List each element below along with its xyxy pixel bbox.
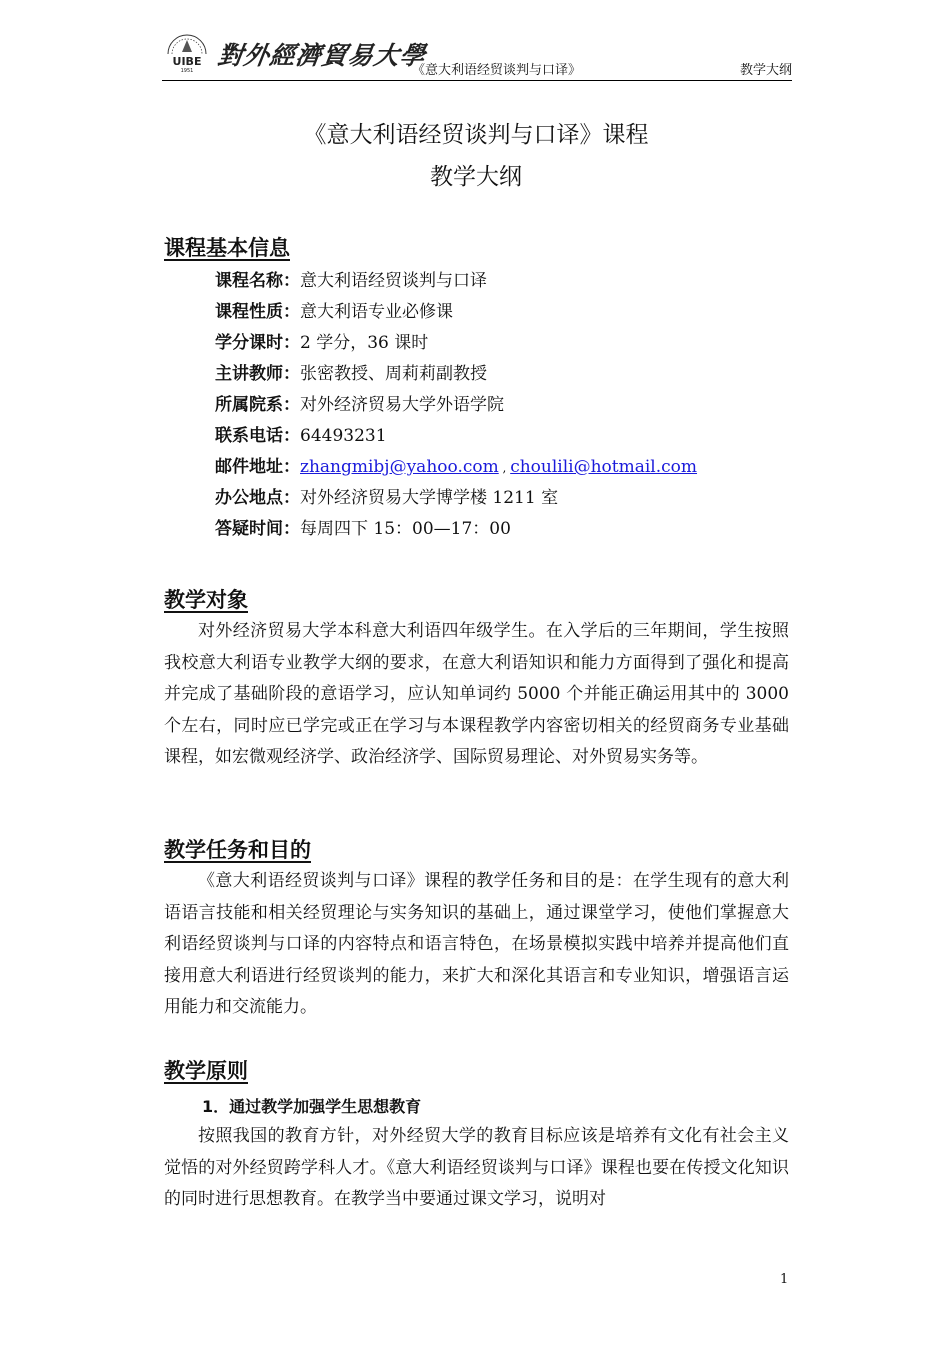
doc-title-line1: 《意大利语经贸谈判与口译》课程	[303, 122, 649, 148]
info-row-office: 办公地点：对外经济贸易大学博学楼 1211 室	[215, 488, 559, 508]
header-doc-type: 教学大纲	[739, 63, 792, 78]
email-link-zhangmi[interactable]: zhangmibj@yahoo.com	[300, 457, 499, 477]
info-label: 课程名称	[215, 271, 283, 291]
info-row-course-type: 课程性质：意大利语专业必修课	[215, 302, 453, 322]
svg-text:UIBE: UIBE	[172, 55, 202, 68]
info-label: 办公地点	[215, 488, 283, 508]
principle-subheading-1: 1．通过教学加强学生思想教育	[202, 1097, 422, 1116]
section-heading-principles: 教学原则	[164, 1059, 248, 1083]
university-name-calligraphy: 對外經濟貿易大學	[215, 41, 428, 70]
target-paragraph: 对外经济贸易大学本科意大利语四年级学生。在入学后的三年期间，学生按照我校意大利语专业教学大纲的要求，在意大利语知识和能力方面得到了强化和提高并完成了基础阶段的意语学习，应认知单词约 5000 个并能正确运用其中的 3000 个左右，同时应已学完或正在学习与本课程教学内容密切相关的经贸商务专业基础课程，如宏微观经济学、政治经济学、国际贸易理论、对外贸易实务等。	[164, 621, 789, 767]
info-row-credits: 学分课时：2 学分，36 课时	[215, 333, 429, 353]
doc-title-line2: 教学大纲	[430, 164, 522, 190]
page-number: 1	[780, 1272, 789, 1287]
info-value: 张密教授、周莉莉副教授	[300, 364, 487, 384]
goals-paragraph: 《意大利语经贸谈判与口译》课程的教学任务和目的是：在学生现有的意大利语语言技能和相关经贸理论与实务知识的基础上，通过课堂学习，使他们掌握意大利语经贸谈判与口译的内容特点和语言特色，在场景模拟实践中培养并提高他们直接用意大利语进行经贸谈判的能力，来扩大和深化其语言和专业知识，增强语言运用能力和交流能力。	[164, 871, 789, 1017]
info-label: 邮件地址	[215, 457, 283, 477]
info-label: 联系电话	[215, 426, 283, 446]
email-separator: ,	[498, 461, 511, 475]
info-row-office-hours: 答疑时间：每周四下 15：00—17：00	[215, 519, 511, 539]
info-row-phone: 联系电话：64493231	[215, 426, 387, 446]
info-value: 2 学分，36 课时	[300, 333, 429, 353]
info-label: 主讲教师	[215, 364, 283, 384]
info-value: 64493231	[300, 426, 387, 446]
info-value: 意大利语经贸谈判与口译	[300, 271, 487, 291]
info-row-email: 邮件地址：zhangmibj@yahoo.com , choulili@hotmail.com	[215, 457, 698, 477]
info-label: 学分课时	[215, 333, 283, 353]
email-link-choulili[interactable]: choulili@hotmail.com	[510, 457, 698, 477]
info-label: 答疑时间	[215, 519, 283, 539]
page-header	[162, 30, 792, 81]
info-row-department: 所属院系：对外经济贸易大学外语学院	[215, 395, 504, 415]
svg-text:1951: 1951	[180, 68, 194, 74]
info-label: 所属院系	[215, 395, 283, 415]
info-row-teachers: 主讲教师：张密教授、周莉莉副教授	[215, 364, 487, 384]
principles-paragraph: 按照我国的教育方针，对外经贸大学的教育目标应该是培养有文化有社会主义觉悟的对外经贸跨学科人才。《意大利语经贸谈判与口译》课程也要在传授文化知识的同时进行思想教育。在教学当中要通过课文学习，说明对	[164, 1126, 789, 1209]
info-value: 每周四下 15：00—17：00	[300, 519, 511, 539]
section-heading-goals: 教学任务和目的	[164, 838, 311, 862]
course-info-list	[215, 266, 697, 545]
section-heading-basic-info: 课程基本信息	[164, 236, 290, 260]
info-value: 对外经济贸易大学外语学院	[300, 395, 504, 415]
info-label: 课程性质	[215, 302, 283, 322]
university-logo	[162, 32, 212, 74]
info-value: 对外经济贸易大学博学楼 1211 室	[300, 488, 559, 508]
info-row-course-name: 课程名称：意大利语经贸谈判与口译	[215, 271, 487, 291]
info-value: 意大利语专业必修课	[300, 302, 453, 322]
section-heading-target: 教学对象	[164, 588, 248, 612]
header-course-name: 《意大利语经贸谈判与口译》	[412, 63, 582, 78]
